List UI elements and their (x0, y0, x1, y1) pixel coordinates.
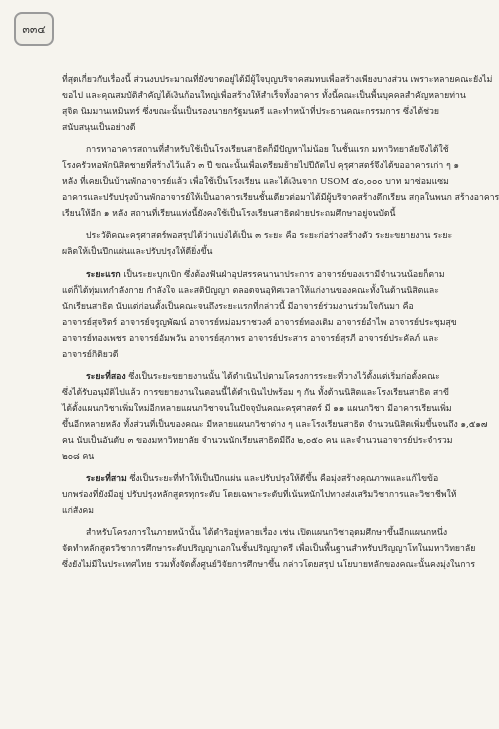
text-line: เรียนให้อีก ๑ หลัง สถานที่เรียนแห่งนี้ยังคงใช้เป็นโรงเรียนสาธิตฝ่ายประถมศึกษาอยู่จนบัดนี้ (62, 209, 396, 220)
line-text: เป็นระยะบุกเบิก ซึ่งต้องฟันฝ่าอุปสรรคนานาประการ อาจารย์ของเรามีจำนวนน้อยก็ตาม (120, 269, 445, 280)
text-line: ๒๐๘ คน (62, 452, 95, 463)
text-line: ขอไป และคุณสมบัติสำคัญได้เงินก้อนใหญ่เพื่อสร้างให้สำเร็จทั้งอาคาร ทั้งนี้คณะเป็นพื้นบุคคลสำคัญหลายท่าน (62, 91, 466, 102)
text-line: จัดทำหลักสูตรวิชาการศึกษาระดับปริญญาเอกในชั้นปริญญาตรี เพื่อเป็นพื้นฐานสำหรับปริญญาโทในมหาวิทยาลัย (62, 544, 476, 555)
paragraph (62, 228, 453, 260)
text-line: ที่สุดเกี่ยวกับเรื่องนี้ ส่วนงบประมาณที่ยังขาดอยู่ได้มีผู้ใจบุญบริจาคสมทบเพื่อสร้างเพียงบางส่วน เพราะหลายคณะยังไม่ (62, 75, 493, 85)
text-line: อาจารย์กิติยวดี (62, 349, 119, 360)
document-body (62, 72, 499, 573)
text-line: ประวัติคณะครุศาสตร์พอสรุปได้ว่าแบ่งได้เป็น ๓ ระยะ คือ ระยะก่อร่างสร้างตัว ระยะขยายงาน ระยะ (86, 231, 453, 242)
paragraph (62, 525, 476, 573)
text-line (62, 471, 444, 487)
text-line: ซึ่งยังไม่มีในประเทศไทย รวมทั้งจัดตั้งศูนย์วิจัยการศึกษาขึ้น กล่าวโดยสรุป นโยบายหลักของคณะนั้นคงมุ่งในการ (62, 560, 476, 571)
page-number-badge (14, 12, 54, 46)
line-text: ซึ่งเป็นระยะขยายงานนั้น ได้ดำเนินไปตามโครงการระยะที่วางไว้ตั้งแต่เริ่มก่อตั้งคณะ (125, 371, 440, 382)
text-line: อาจารย์ทองเพชร อาจารย์อัมพวัน อาจารย์สุภาพร อาจารย์ประสาร อาจารย์สุรภี อาจารย์ประคัลภ์ และ (62, 333, 439, 344)
text-line: แก่สังคม (62, 506, 94, 517)
paragraph (62, 471, 457, 519)
text-line: หลัง ที่เคยเป็นบ้านพักอาจารย์แล้ว เพื่อใช้เป็นโรงเรียน และได้เงินจาก USOM ๕๐,๐๐๐ บาท มาซ่อมแซม (62, 177, 449, 188)
text-line: แต่ก็ได้ทุ่มเทกำลังกาย กำลังใจ และสติปัญญา ตลอดจนอุทิศเวลาให้แก่งานของคณะทั้งในด้านนิสิตและ (62, 285, 439, 296)
paragraph (62, 142, 499, 222)
text-line: คน นับเป็นอันดับ ๓ ของมหาวิทยาลัย จำนวนนักเรียนสาธิตมีถึง ๒,๐๕๐ คน และจำนวนอาจารย์ประจำรวม (62, 435, 453, 446)
text-line: สำหรับโครงการในภายหน้านั้น ได้ดำริอยู่หลายเรื่อง เช่น เปิดแผนกวิชาอุดมศึกษาขึ้นอีกแผนกหนึ่ง (86, 528, 448, 539)
paragraph (62, 267, 457, 363)
text-line: อาคารและปรับปรุงบ้านพักอาจารย์ให้เป็นอาคารเรียนชั้นเดียวต่อมาได้มีผู้บริจาคสร้างตึกเรียน สกุลในพนก สร้างอาคาร (62, 193, 499, 204)
text-line: อาจารย์สุจริตร์ อาจารย์จรูญพัฒน์ อาจารย์หม่อมราชวงศ์ อาจารย์ทองเติม อาจารย์อำไพ อาจารย์ประชุมสุข (62, 317, 457, 328)
text-line (62, 369, 444, 385)
text-line: นักเรียนสาธิต นับแต่ก่อนตั้งเป็นคณะจนถึงระยะแรกที่กล่าวนี้ มีอาจารย์ร่วมงานร่วมใจกันมา คือ (62, 301, 414, 312)
text-line: การหาอาคารสถานที่สำหรับใช้เป็นโรงเรียนสาธิตก็มีปัญหาไม่น้อย ในชั้นแรก มหาวิทยาลัยจึงได้ใช้ (86, 145, 449, 156)
paragraph (62, 72, 493, 136)
text-line: ผลิตให้เป็นปึกแผ่นและปรับปรุงให้ดียิ่งขึ้น (62, 247, 213, 258)
text-line: ขึ้นอีกหลายหลัง ทั้งส่วนที่เป็นของคณะ มีหลายแผนกวิชาต่าง ๆ และโรงเรียนสาธิต จำนวนนิสิตเพิ่มขึ้นจนถึง ๑,๕๑๗ (62, 419, 488, 430)
text-line: สุจิต นิมมานเหมินทร์ ซึ่งขณะนั้นเป็นรองนายกรัฐมนตรี และทำหน้าที่ประธานคณะกรรมการ ซึ่งได้ช่วย (62, 107, 439, 118)
text-line: บกพร่องที่ยังมีอยู่ ปรับปรุงหลักสูตรทุกระดับ โดยเฉพาะระดับที่เน้นหนักไปทางส่งเสริมวิชาการและวิชาชีพให้ (62, 490, 457, 501)
text-line: โรงครัวหอพักนิสิตชายที่สร้างไว้แล้ว ๓ ปี ขณะนั้นเพื่อเตรียมย้ายไปปีถัดไป คุรุศาสตร์จึงได้ขออาคารเก่า ๆ ๑ (62, 161, 460, 172)
text-line: สนับสนุนเป็นอย่างดี (62, 123, 136, 134)
page-number: ๓๓๔ (22, 23, 46, 36)
line-text: ซึ่งเป็นระยะที่ทำให้เป็นปึกแผ่น และปรับปรุงให้ดีขึ้น คือมุ่งสร้างคุณภาพและแก้ไขข้อ (126, 474, 439, 485)
section-lead: ระยะที่สาม (86, 474, 127, 485)
text-line (62, 267, 444, 283)
paragraph (62, 369, 488, 465)
text-line: ได้ตั้งแผนกวิชาเพิ่มใหม่อีกหลายแผนกวิชาจนในปัจจุบันคณะครุศาสตร์ มี ๑๑ แผนกวิชา มีอาคารเรียนเพิ่ม (62, 403, 452, 414)
text-line: ซึ่งได้รับอนุมัติไปแล้ว การขยายงานในตอนนี้ได้ดำเนินไปพร้อม ๆ กัน ทั้งด้านนิสิตและโรงเรียนสาธิต สาขี (62, 387, 449, 398)
section-lead: ระยะแรก (86, 269, 121, 280)
section-lead: ระยะที่สอง (86, 371, 126, 382)
